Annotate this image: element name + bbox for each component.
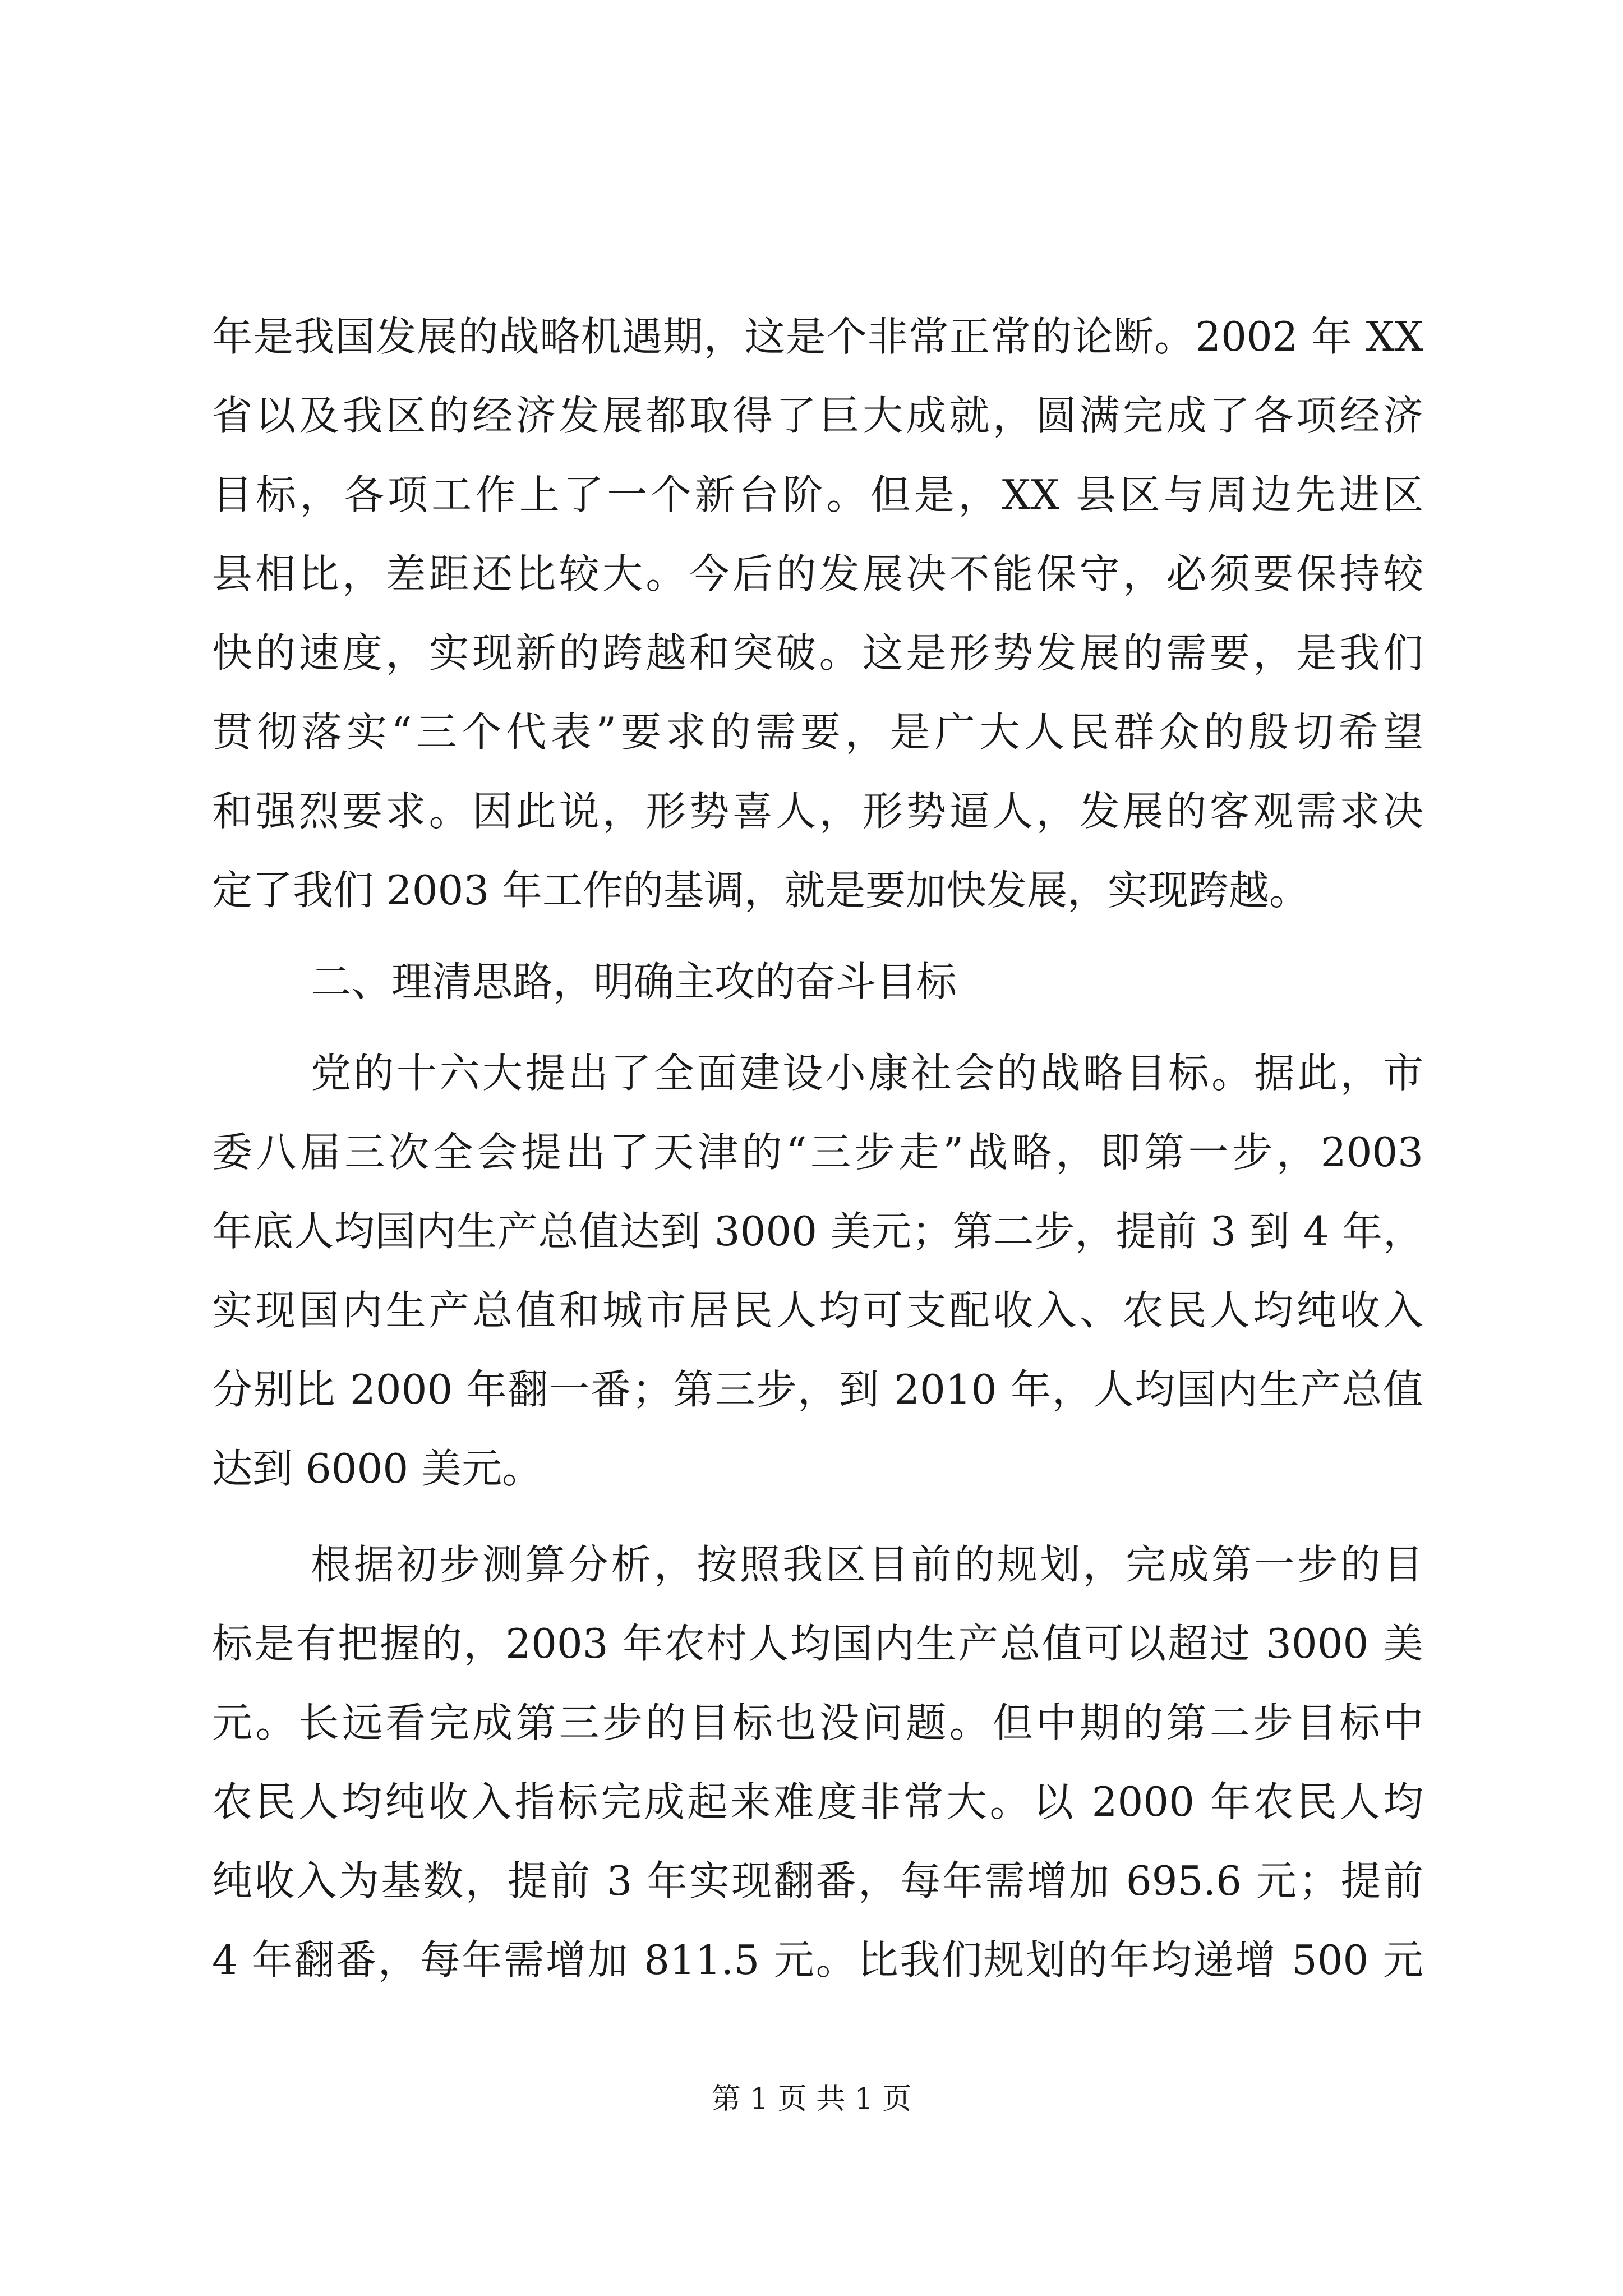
heading-line: 二、理清思路，明确主攻的奋斗目标 — [311, 958, 957, 1005]
text-line: 达到 6000 美元。 — [212, 1445, 543, 1492]
text-line: 年是我国发展的战略机遇期，这是个非常正常的论断。2002 年 XX — [212, 313, 1423, 360]
spacer — [212, 1508, 1423, 1525]
section-heading — [212, 942, 1423, 1022]
text-line: 农民人均纯收入指标完成起来难度非常大。以 2000 年农民人均 — [212, 1778, 1423, 1825]
page-number-label: 第 1 页 共 1 页 — [711, 2082, 912, 2116]
text-line: 党的十六大提出了全面建设小康社会的战略目标。据此，市 — [311, 1050, 1423, 1097]
spacer — [212, 1022, 1423, 1034]
text-line: 目标，各项工作上了一个新台阶。但是，XX 县区与周边先进区 — [212, 471, 1423, 518]
paragraph-1 — [212, 297, 1423, 930]
text-line: 分别比 2000 年翻一番；第三步，到 2010 年，人均国内生产总值 — [212, 1366, 1423, 1413]
text-line: 贯彻落实“三个代表”要求的需要，是广大人民群众的殷切希望 — [212, 708, 1423, 756]
text-line: 年底人均国内生产总值达到 3000 美元；第二步，提前 3 到 4 年， — [212, 1208, 1423, 1255]
text-line: 元。长远看完成第三步的目标也没问题。但中期的第二步目标中 — [212, 1699, 1423, 1746]
text-line: 省以及我区的经济发展都取得了巨大成就，圆满完成了各项经济 — [212, 392, 1423, 439]
text-line: 定了我们 2003 年工作的基调，就是要加快发展，实现跨越。 — [212, 867, 1310, 914]
paragraph-3 — [212, 1525, 1423, 2000]
text-line: 实现国内生产总值和城市居民人均可支配收入、农民人均纯收入 — [212, 1287, 1423, 1334]
page-footer — [0, 2077, 1623, 2122]
text-line: 县相比，差距还比较大。今后的发展决不能保守，必须要保持较 — [212, 550, 1423, 597]
text-line: 根据初步测算分析，按照我区目前的规划，完成第一步的目 — [311, 1541, 1423, 1588]
text-line: 委八届三次全会提出了天津的“三步走”战略，即第一步，2003 — [212, 1129, 1423, 1176]
document-body — [212, 297, 1423, 2000]
text-line: 纯收入为基数，提前 3 年实现翻番，每年需增加 695.6 元；提前 — [212, 1857, 1423, 1904]
text-line: 标是有把握的，2003 年农村人均国内生产总值可以超过 3000 美 — [212, 1620, 1423, 1667]
text-line: 和强烈要求。因此说，形势喜人，形势逼人，发展的客观需求决 — [212, 788, 1423, 835]
spacer — [212, 930, 1423, 942]
paragraph-2 — [212, 1034, 1423, 1508]
text-line: 4 年翻番，每年需增加 811.5 元。比我们规划的年均递增 500 元 — [212, 1936, 1423, 1984]
text-line: 快的速度，实现新的跨越和突破。这是形势发展的需要，是我们 — [212, 629, 1423, 677]
